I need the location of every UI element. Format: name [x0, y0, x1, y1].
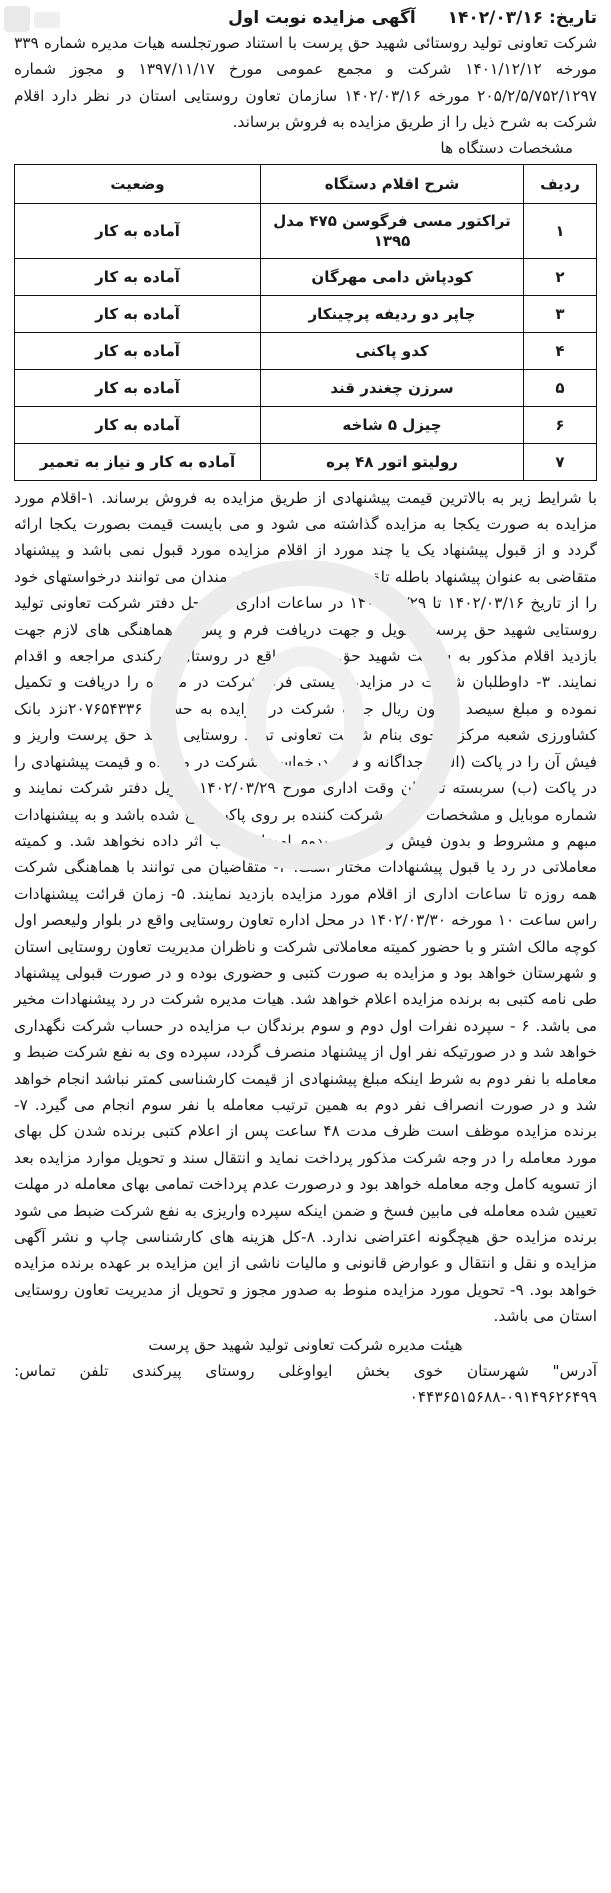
- table-row: [15, 369, 597, 406]
- table-row: [15, 203, 597, 258]
- row-status: آماده به کار: [15, 203, 261, 258]
- row-number: ۴: [524, 332, 597, 369]
- table-row: [15, 258, 597, 295]
- row-number: ۳: [524, 295, 597, 332]
- row-description: کدو پاکنی: [261, 332, 524, 369]
- row-number: ۲: [524, 258, 597, 295]
- table-row: [15, 443, 597, 480]
- header-status: وضعیت: [15, 164, 261, 203]
- intro-paragraph: شرکت تعاونی تولید روستائی شهید حق پرست با استناد صورتجلسه هیات مدیره شماره ۳۳۹ مورخه ۱۴۰۱/۱۲/۱۲ شرکت و مجمع عمومی مورخ ۱۳۹۷/۱۱/۱۷ و مجوز شماره ۲۰۵/۲/۵/۷۵۲/۱۲۹۷ مورخه ۱۴۰۲/۰۳/۱۶ سازمان تعاون روستایی استان در نظر دارد اقلام شرکت به شرح ذیل را از طریق مزایده به فروش برساند.: [14, 34, 598, 132]
- table-row: [15, 332, 597, 369]
- row-description: کودپاش دامی مهرگان: [261, 258, 524, 295]
- row-number: ۵: [524, 369, 597, 406]
- row-description: تراکتور مسی فرگوسن ۴۷۵ مدل ۱۳۹۵: [261, 203, 524, 258]
- row-status: آماده به کار: [15, 295, 261, 332]
- watermark-logo: [150, 560, 460, 870]
- contact-address: آدرس" شهرستان خوی بخش ایواوغلی روستای پیرکندی تلفن تماس: ۰۹۱۴۹۶۲۶۴۹۹-۰۴۴۳۶۵۱۵۶۸۸: [14, 1361, 597, 1406]
- header-description: شرح اقلام دستگاه: [261, 164, 524, 203]
- notice-date: تاریخ: ۱۴۰۲/۰۳/۱۶: [447, 8, 597, 28]
- row-description: رولیتو اتور ۴۸ پره: [261, 443, 524, 480]
- row-description: چیزل ۵ شاخه: [261, 406, 524, 443]
- header-row-number: ردیف: [524, 164, 597, 203]
- row-status: آماده به کار: [15, 258, 261, 295]
- row-number: ۶: [524, 406, 597, 443]
- table-caption: مشخصات دستگاه ها: [440, 138, 573, 157]
- notice-header: [14, 6, 597, 30]
- row-status: آماده به کار: [15, 332, 261, 369]
- row-number: ۷: [524, 443, 597, 480]
- table-row: [15, 406, 597, 443]
- equipment-table: [14, 164, 597, 481]
- row-status: آماده به کار: [15, 406, 261, 443]
- table-row: [15, 295, 597, 332]
- row-number: ۱: [524, 203, 597, 258]
- table-header-row: [15, 164, 597, 203]
- notice-title: آگهی مزایده نوبت اول: [228, 8, 416, 28]
- row-description: چاپر دو ردیفه پرچینکار: [261, 295, 524, 332]
- signature: هیئت مدیره شرکت تعاونی تولید شهید حق پرست: [148, 1335, 463, 1354]
- row-status: آماده به کار: [15, 369, 261, 406]
- publisher-logo-icon: [0, 0, 66, 40]
- row-description: سرزن چغندر قند: [261, 369, 524, 406]
- conditions-paragraph: با شرایط زیر به بالاترین قیمت پیشنهادی از طریق مزایده به فروش برساند. ۱-اقلام مورد مزایده به صورت یکجا به مزایده گذاشته می شود و می بایست قیمت بصورت یکجا ارائه گردد و از قبول پیشنهاد یک یا چند مورد از اقلام مزایده مورد قبول نمی باشد و پیشنهاد متقاضی به عنوان پیشنهاد باطله تلقی خواهد شد. ۲-علاقه مندان می توانند درخواستهای خود را از تاریخ ۱۴۰۲/۰۳/۱۶ تا ۱۴۰۲/۰۳/۲۹ در ساعات اداری به محل دفتر شرکت تعاونی تولید روستایی شهید حق پرست تحویل و جهت دریافت فرم و پس از هماهنگی های لازم جهت بازدید اقلام مذکور به شرکت شهید حق پرست واقع در روستای پیرکندی مراجعه و اقدام نمایند. ۳- داوطلبان شرکت در مزایده بایستی فرم شرکت در مزایده را دریافت و تکمیل نموده و مبلغ سیصد میلیون ریال جهت شرکت در مزایده به حساب ۲۰۷۶۵۴۳۳۶نزد بانک کشاورزی شعبه مرکزی خوی بنام شرکت تعاونی تولید روستایی شهید حق پرست واریز و فیش آن را در پاکت (الف) جداگانه و فرم درخواست شرکت در مزایده و قیمت پیشنهادی را در پاکت (ب) سربسته تا پایان وقت اداری مورخ ۱۴۰۲/۰۳/۲۹ تحویل دفتر شرکت نمایند و شماره موبایل و مشخصات کامل شرکت کننده بر روی پاکت درج شده باشد و به پیشنهادات مبهم و مشروط و بدون فیش واریزی و بدوم امضاء ترتیب اثر داده نخواهد شد. و کمیته معاملاتی در رد یا قبول پیشنهادات مختار است. ۴- متقاضیان می توانند با هماهنگی شرکت همه روزه تا ساعات اداری از اقلام مورد مزایده بازدید نمایند. ۵- زمان قرائت پیشنهادات راس ساعت ۱۰ مورخه ۱۴۰۲/۰۳/۳۰ در محل اداره تعاون روستایی واقع در بلوار ولیعصر اول کوچه مالک اشتر و با حضور کمیته معاملاتی شرکت و ناظران مدیریت تعاون روستایی استان و شهرستان خواهد بود و مزایده به صورت کتبی و حضوری بوده و در صورت قبولی پیشنهاد طی نامه کتبی به برنده مزایده اعلام خواهد شد. هیات مدیره شرکت در رد پیشنهادات مخیر می باشد. ۶ - سپرده نفرات اول دوم و سوم برندگان ب مزایده در حساب شرکت نگهداری خواهد شد و در صورتیکه نفر اول از پیشنهاد منصرف گردد، سپرده وی به نفع شرکت ضبط و معامله با نفر دوم به شرط اینکه مبلغ پیشنهادی از قیمت کارشناسی کمتر نباشد انجام خواهد شد و در صورت انصراف نفر دوم به همین ترتیب معامله با نفر سوم انجام می گیرد. ۷- برنده مزایده موظف است ظرف مدت ۴۸ ساعت پس از اعلام کتبی برنده شدن کل بهای مورد معامله را در وجه شرکت مذکور پرداخت نماید و انتقال سند و تحویل موارد مزایده بعد از تسویه کامل وجه معامله خواهد بود و درصورت عدم پرداخت تمامی بهای معامله در مهلت تعیین شده معامله فی مابین فسخ و ضمن اینکه سپرده واریزی به نفع شرکت ضبط می شود برنده مزایده حق هیچگونه اعتراضی ندارد. ۸-کل هزینه های کارشناسی چاپ و نشر آگهی مزایده و نقل و انتقال و عوارض قانونی و مالیات ناشی از این مزایده بر عهده برنده مزایده خواهد بود. ۹- تحویل مورد مزایده منوط به صدور مجوز و تحویل از مدیریت تعاون روستایی استان می باشد.: [14, 488, 598, 1326]
- row-status: آماده به کار و نیاز به تعمیر: [15, 443, 261, 480]
